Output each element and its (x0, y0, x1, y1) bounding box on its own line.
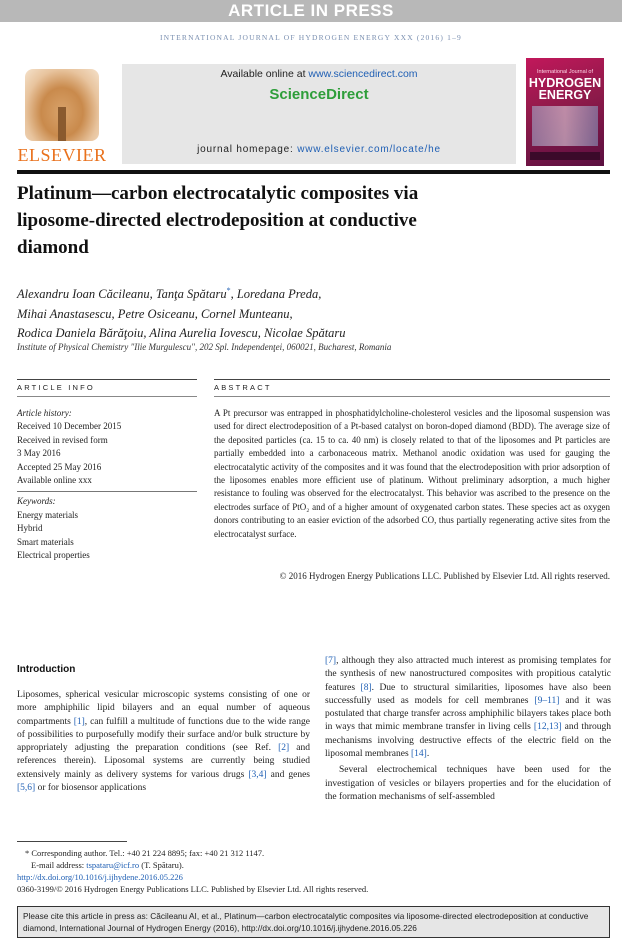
sciencedirect-link[interactable]: www.sciencedirect.com (308, 68, 418, 80)
history-item: 3 May 2016 (17, 448, 61, 459)
journal-homepage-label: journal homepage: (197, 144, 294, 155)
cover-title-line: HYDROGEN (528, 76, 602, 90)
intro-text: and references therein). Liposomal systems are currently being studied extensively mainly as delivery systems for various drugs (17, 743, 310, 780)
citation-box: Please cite this article in press as: Căcileanu AI, et al., Platinum—carbon electrocatalytic composites via liposome-directed electrodeposition at conductive diamond, International Journal of Hydrogen Energy (2016), http://dx.doi.org/10.1016/j.ijhydene.2016.05.226 (17, 906, 610, 938)
history-label: Article history: (17, 408, 72, 418)
intro-text: and it was postulated that charge transfer across amphiphilic bilayers takes place both in ways that mimic membrane transfer in living cells (325, 695, 611, 733)
doi-link[interactable]: http://dx.doi.org/10.1016/j.ijhydene.2016.05.226 (17, 872, 183, 882)
history-item: Available online xxx (17, 475, 92, 486)
article-info-subrule (17, 396, 197, 397)
history-item: Received in revised form (17, 434, 108, 445)
title-line: diamond (17, 237, 89, 258)
affiliation: Institute of Physical Chemistry "Ilie Murgulescu", 202 Spl. Independenţei, 060021, Bucharest, Romania (17, 342, 392, 352)
available-online-label: Available online at (220, 68, 306, 80)
title-line: Platinum—carbon electrocatalytic composites via (17, 183, 419, 204)
intro-paragraph (325, 655, 611, 761)
intro-paragraph: Several electrochemical techniques have been used for the investigation of vesicles or bilayers properties and for the elucidation of the formation mechanisms of self-assembled (325, 765, 611, 802)
intro-text: , can fulfill a multitude of functions due to the wide range of possibilities to purposefully modify their surface and/or bulk structure by appropriately adjusting the preparation conditions (see Ref. (17, 716, 310, 754)
reference-link[interactable]: [14] (411, 749, 427, 760)
keyword-item: Energy materials (17, 509, 79, 520)
author-line (17, 281, 537, 305)
title-line: liposome-directed electrodeposition at conductive (17, 210, 417, 231)
intro-text: . Due to structural similarities, liposomes have also been successfully used as models for cell membranes (325, 682, 611, 706)
elsevier-wordmark: ELSEVIER (17, 145, 107, 165)
sciencedirect-header (122, 64, 516, 164)
keyword-item: Electrical properties (17, 550, 90, 561)
reference-link[interactable]: [12,13] (533, 722, 562, 733)
author-line: Mihai Anastasescu, Petre Osiceanu, Cornel Munteanu, (17, 306, 293, 321)
intro-text: and through mechanisms involving destructive effects of the electric field on the liposomal membranes (325, 722, 611, 760)
intro-text: . (426, 749, 430, 760)
journal-running-head: INTERNATIONAL JOURNAL OF HYDROGEN ENERGY XXX (2016) 1–9 (159, 33, 463, 42)
keyword-item: Hybrid (17, 523, 43, 534)
corresponding-author-note: * Corresponding author. Tel.: +40 21 224 8895; fax: +40 21 312 1147. (25, 848, 265, 858)
reference-link[interactable]: [8] (360, 682, 372, 693)
journal-cover-image[interactable] (526, 58, 604, 166)
introduction-heading: Introduction (17, 664, 76, 675)
reference-link[interactable]: [5,6] (17, 783, 36, 794)
introduction-right-column (325, 655, 611, 804)
corresponding-author-mark[interactable]: * (226, 286, 231, 295)
elsevier-tree-icon (25, 69, 99, 141)
abstract-copyright: © 2016 Hydrogen Energy Publications LLC. Published by Elsevier Ltd. All rights reserved. (279, 571, 610, 581)
reference-link[interactable]: [9–11] (534, 695, 560, 706)
footnotes (17, 847, 517, 895)
author-line: Rodica Daniela Bărăţoiu, Alina Aurelia Iovescu, Nicolae Spătaru (17, 326, 346, 341)
reference-link[interactable]: [1] (73, 716, 85, 727)
footnote-rule (17, 841, 127, 842)
journal-homepage-link[interactable]: www.elsevier.com/locate/he (297, 144, 441, 155)
author-names: , Loredana Preda, (230, 287, 322, 302)
abstract-rule (214, 379, 610, 380)
issn-copyright: 0360-3199/© 2016 Hydrogen Energy Publications LLC. Published by Elsevier Ltd. All rights reserved. (17, 884, 369, 894)
intro-text: and genes (266, 769, 310, 780)
intro-text: , although they also attracted much interest as promising templates for the synthesis of new nanostructured composites with propitious catalytic features (325, 656, 611, 693)
history-item: Accepted 25 May 2016 (17, 461, 102, 472)
email-note (17, 859, 517, 871)
keyword-item: Smart materials (17, 536, 74, 547)
info-separator (17, 491, 197, 492)
article-info-heading: ARTICLE INFO (17, 383, 95, 392)
keywords-label: Keywords: (17, 496, 56, 507)
author-names: Alexandru Ioan Căcileanu, Tanţa Spătaru (17, 287, 227, 302)
reference-link[interactable]: [2] (278, 743, 290, 754)
email-label: E-mail address: (31, 860, 85, 870)
cover-footer (530, 152, 600, 160)
article-info-rule (17, 379, 197, 380)
cover-title-line: ENERGY (538, 88, 592, 102)
email-owner: (T. Spătaru). (141, 860, 184, 870)
intro-text: Liposomes, spherical vesicular microscopic systems consisting of one or more amphiphilic lipid bilayers and an equal number of aqueous compartments (17, 690, 310, 727)
reference-link[interactable]: [7] (325, 656, 337, 666)
introduction-left-column (17, 689, 310, 795)
cover-subtitle: International Journal of (537, 69, 593, 75)
email-link[interactable]: tspataru@icf.ro (86, 860, 140, 870)
sciencedirect-logo[interactable]: ScienceDirect (269, 86, 369, 103)
intro-text: or for biosensor applications (35, 783, 147, 794)
abstract-heading: ABSTRACT (214, 383, 272, 392)
article-in-press-banner: ARTICLE IN PRESS (0, 0, 622, 22)
abstract-subrule (214, 396, 610, 397)
history-item: Received 10 December 2015 (17, 421, 122, 432)
cover-title (526, 77, 604, 101)
journal-homepage (122, 144, 516, 155)
abstract-text: A Pt precursor was entrapped in phosphatidylcholine-cholesterol vesicles and the liposomal suspension was used for direct electrodeposition of a Pt-based catalyst on boron-doped diamond (BDD). The average size of the deposited particles (ca. 15 to ca. 40 nm) is closely related to that of the liposomes and Pt particles are partially embedded into a carbonaceous matrix. Methanol anodic oxidation was used for gauging the electrocatalytic activity of the composites and it was found that the electrodeposition with prior adsorption of the liposomes enables more efficient use of platinum. Without preliminary adsorption, a much higher resistance to fouling was observed for the electrocatalyst. This behavior was ascribed to the presence on the electrodes surface of PtO₂ and of a higher amount of oxygenated carbon states. These species act as oxygen donors contributing to an easier eviction of the adsorbed CO, thus partially regenerating active sites from the electrocatalyst surface. (214, 408, 610, 539)
available-online (122, 68, 516, 80)
cover-graphic (532, 106, 598, 146)
article-title (17, 180, 577, 261)
article-info (17, 407, 197, 562)
author-list (17, 281, 537, 344)
reference-link[interactable]: [3,4] (248, 769, 267, 780)
header-rule (17, 170, 610, 174)
elsevier-logo[interactable] (17, 63, 107, 167)
